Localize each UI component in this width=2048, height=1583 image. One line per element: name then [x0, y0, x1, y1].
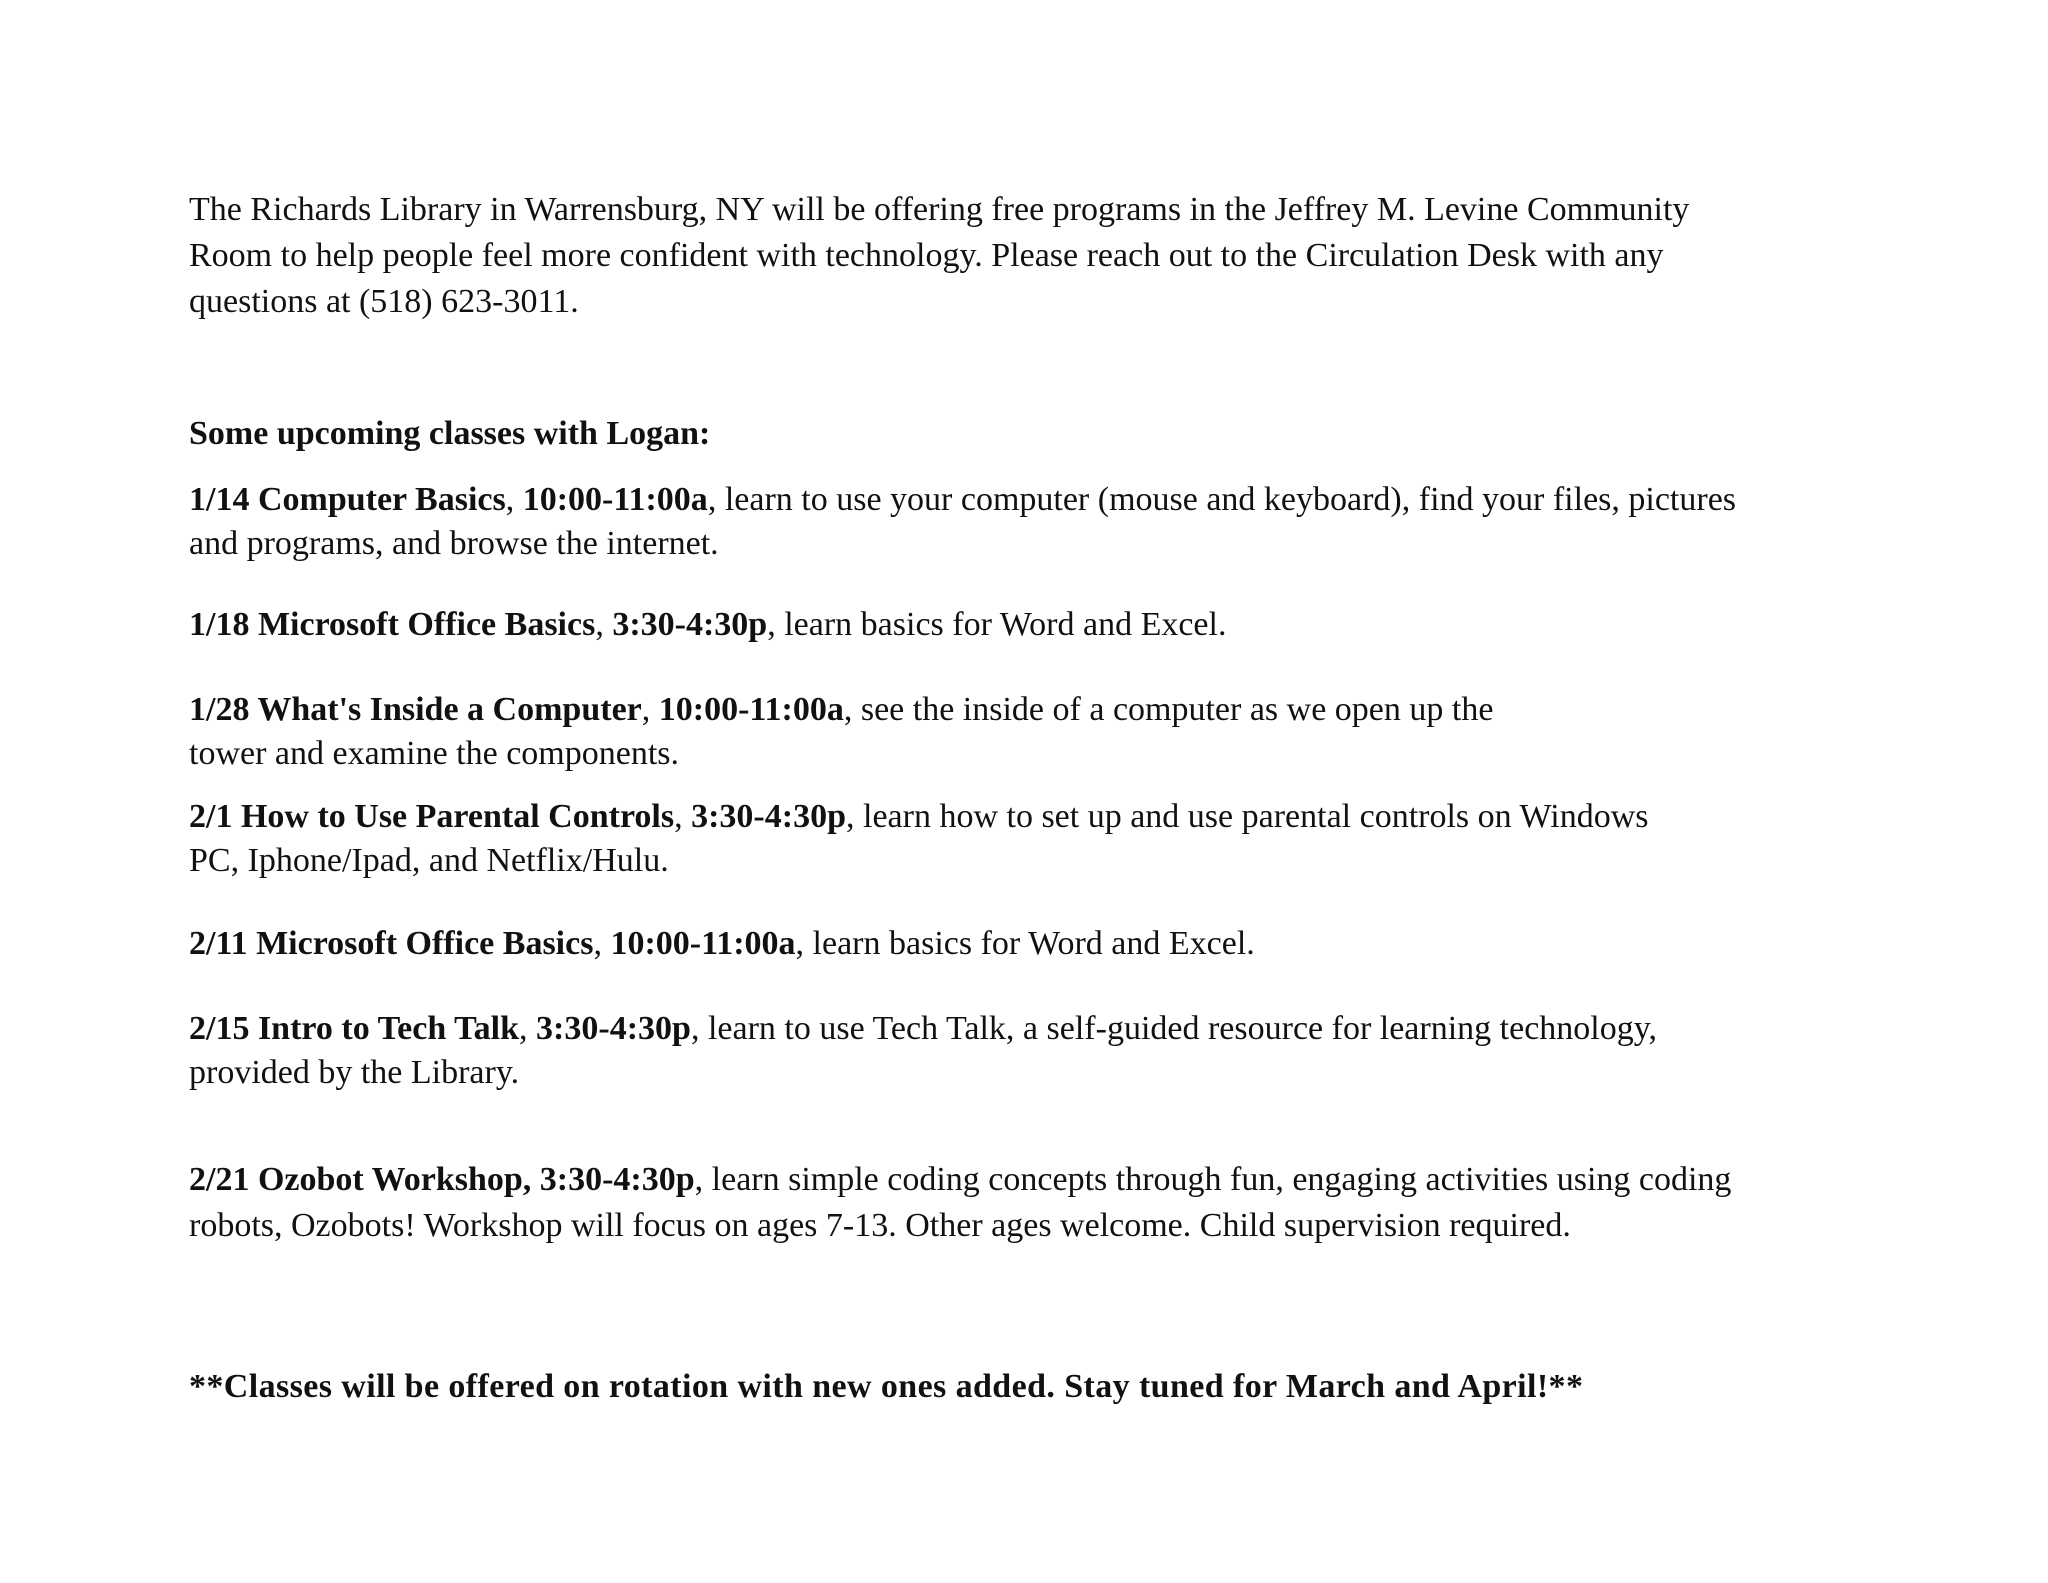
intro-paragraph: [189, 187, 1689, 325]
class-description: , learn simple coding concepts through fun, engaging activities using coding: [694, 1161, 1732, 1198]
class-description-continued: robots, Ozobots! Workshop will focus on ages 7-13. Other ages welcome. Child supervision required.: [189, 1207, 1571, 1244]
class-time: 10:00-11:00a: [658, 691, 844, 728]
class-description: , learn basics for Word and Excel.: [767, 606, 1227, 643]
class-entry: [189, 795, 1649, 883]
class-separator: ,: [641, 691, 659, 728]
class-line: [189, 795, 1649, 839]
class-description: , learn to use Tech Talk, a self-guided resource for learning technology,: [690, 1010, 1658, 1047]
class-separator: ,: [519, 1010, 537, 1047]
class-entry: [189, 922, 1255, 966]
class-time: 3:30-4:30p: [612, 606, 768, 643]
class-entry: [189, 1157, 1731, 1249]
class-title: 2/1 How to Use Parental Controls: [189, 798, 675, 835]
class-description-continued: PC, Iphone/Ipad, and Netflix/Hulu.: [189, 842, 669, 879]
class-line: [189, 1157, 1731, 1203]
class-description: , learn how to set up and use parental controls on Windows: [846, 798, 1649, 835]
intro-line: questions at (518) 623-3011.: [189, 283, 579, 320]
class-description-continued: tower and examine the components.: [189, 735, 680, 772]
class-title: 1/14 Computer Basics: [189, 481, 506, 518]
class-separator: ,: [505, 481, 523, 518]
class-description-continued: provided by the Library.: [189, 1054, 520, 1091]
class-title: 1/18 Microsoft Office Basics: [189, 606, 596, 643]
class-title: 2/15 Intro to Tech Talk: [189, 1010, 520, 1047]
class-description: , learn to use your computer (mouse and keyboard), find your files, pictures: [707, 481, 1737, 518]
class-entry: [189, 603, 1226, 647]
class-title: 1/28 What's Inside a Computer: [189, 691, 642, 728]
class-description: , learn basics for Word and Excel.: [795, 925, 1255, 962]
class-separator: ,: [595, 606, 613, 643]
class-entry: [189, 1007, 1657, 1095]
class-line: [189, 922, 1255, 966]
class-line: [189, 1007, 1657, 1051]
class-time: 3:30-4:30p: [536, 1010, 691, 1047]
class-line: [189, 603, 1226, 647]
intro-line: Room to help people feel more confident with technology. Please reach out to the Circulation Desk with any: [189, 237, 1664, 274]
class-description: , see the inside of a computer as we open up the: [843, 691, 1494, 728]
classes-heading: Some upcoming classes with Logan:: [189, 415, 711, 452]
class-separator: ,: [593, 925, 611, 962]
class-title: 2/11 Microsoft Office Basics: [189, 925, 594, 962]
class-time: 3:30-4:30p: [691, 798, 846, 835]
class-line: [189, 478, 1736, 522]
class-entry: [189, 478, 1736, 566]
class-entry: [189, 688, 1493, 776]
class-time: 10:00-11:00a: [610, 925, 796, 962]
class-time: 10:00-11:00a: [522, 481, 708, 518]
class-separator: ,: [674, 798, 692, 835]
class-title: 2/21 Ozobot Workshop, 3:30-4:30p: [189, 1161, 695, 1198]
intro-line: The Richards Library in Warrensburg, NY will be offering free programs in the Jeffrey M. Levine Community: [189, 191, 1690, 228]
class-description-continued: and programs, and browse the internet.: [189, 525, 719, 562]
class-line: [189, 688, 1493, 732]
footer-note: **Classes will be offered on rotation with new ones added. Stay tuned for March and April!**: [189, 1368, 1584, 1405]
